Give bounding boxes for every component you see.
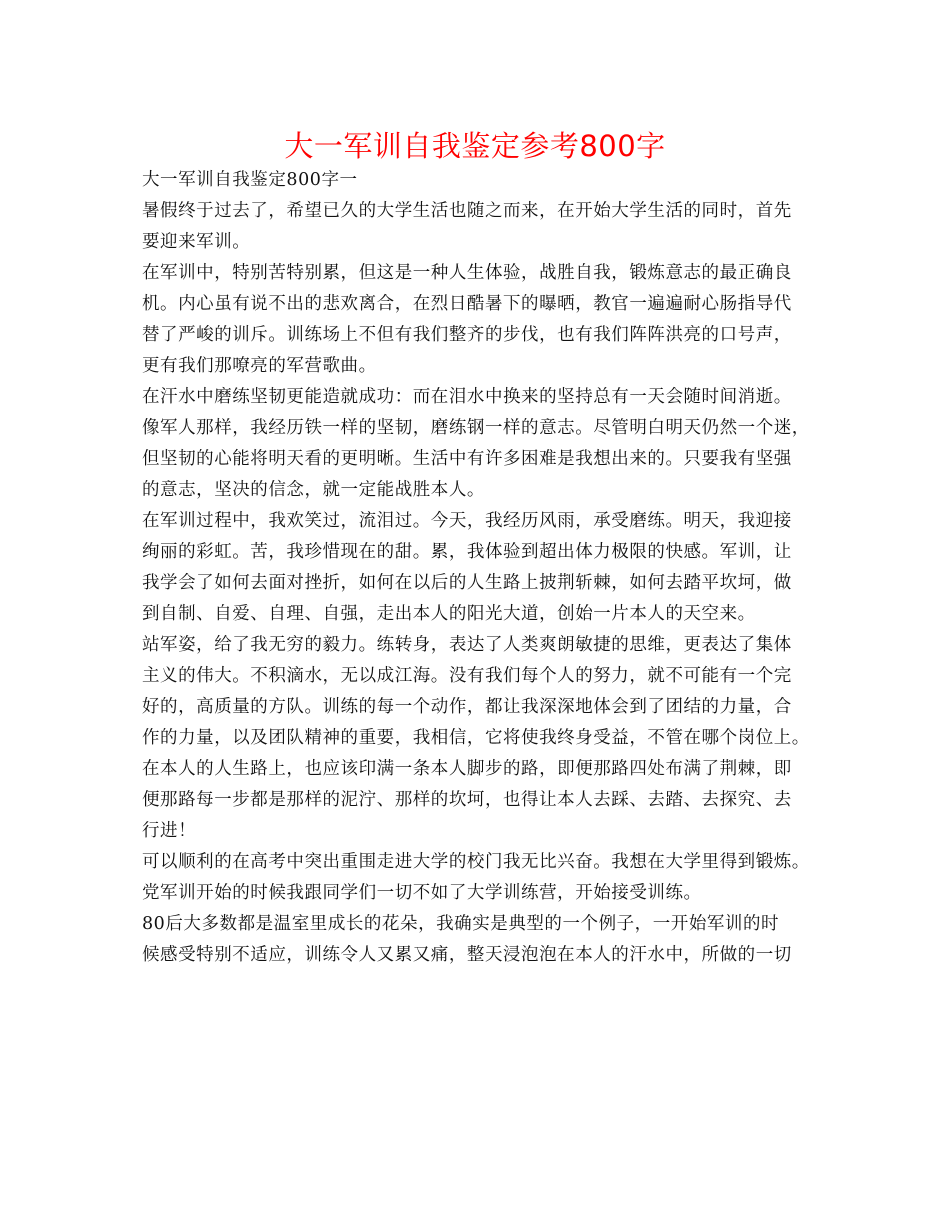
text-line: 绚丽的彩虹。苦，我珍惜现在的甜。累，我体验到超出体力极限的快感。军训，让	[142, 542, 792, 562]
text-line: 我学会了如何去面对挫折，如何在以后的人生路上披荆斩棘，如何去踏平坎坷，做	[142, 573, 792, 593]
text-line: 好的，高质量的方队。训练的每一个动作，都让我深深地体会到了团结的力量，合	[142, 697, 792, 717]
document-body	[142, 165, 832, 971]
text-line: 可以顺利的在高考中突出重围走进大学的校门我无比兴奋。我想在大学里得到锻炼。	[142, 852, 810, 872]
document-title: 大一军训自我鉴定参考800字	[284, 129, 666, 163]
text-line: 站军姿，给了我无穷的毅力。练转身，表达了人类爽朗敏捷的思维，更表达了集体	[142, 635, 792, 655]
text-line: 更有我们那嘹亮的军营歌曲。	[142, 356, 377, 376]
text-line: 在汗水中磨练坚韧更能造就成功：而在泪水中换来的坚持总有一天会随时间消逝。	[142, 387, 792, 407]
text-line: 的意志，坚决的信念，就一定能战胜本人。	[142, 480, 485, 500]
text-line: 主义的伟大。不积滴水，无以成江海。没有我们每个人的努力，就不可能有一个完	[142, 666, 792, 686]
text-line: 在军训过程中，我欢笑过，流泪过。今天，我经历风雨，承受磨练。明天，我迎接	[142, 511, 792, 531]
text-line: 党军训开始的时候我跟同学们一切不如了大学训练营，开始接受训练。	[142, 883, 702, 903]
text-line: 机。内心虽有说不出的悲欢离合，在烈日酷暑下的曝晒，教官一遍遍耐心肠指导代	[142, 294, 792, 314]
text-line: 行进！	[142, 821, 197, 841]
text-line: 到自制、自爱、自理、自强，走出本人的阳光大道，创始一片本人的天空来。	[142, 604, 756, 624]
text-line: 80后大多数都是温室里成长的花朵，我确实是典型的一个例子，一开始军训的时	[142, 914, 780, 934]
text-line: 在本人的人生路上，也应该印满一条本人脚步的路，即便那路四处布满了荆棘，即	[142, 759, 792, 779]
text-line: 候感受特别不适应，训练令人又累又痛，整天浸泡泡在本人的汗水中，所做的一切	[142, 945, 792, 965]
text-line: 便那路每一步都是那样的泥泞、那样的坎坷，也得让本人去踩、去踏、去探究、去	[142, 790, 792, 810]
text-line: 像军人那样，我经历铁一样的坚韧，磨练钢一样的意志。尽管明白明天仍然一个迷，	[142, 418, 810, 438]
text-line: 大一军训自我鉴定800字一	[142, 170, 358, 190]
text-line: 要迎来军训。	[142, 232, 251, 252]
text-line: 在军训中，特别苦特别累，但这是一种人生体验，战胜自我，锻炼意志的最正确良	[142, 263, 792, 283]
text-line: 暑假终于过去了，希望已久的大学生活也随之而来，在开始大学生活的同时，首先	[142, 201, 792, 221]
text-line: 作的力量，以及团队精神的重要，我相信，它将使我终身受益，不管在哪个岗位上。	[142, 728, 810, 748]
text-line: 替了严峻的训斥。训练场上不但有我们整齐的步伐，也有我们阵阵洪亮的口号声，	[142, 325, 792, 345]
text-line: 但坚韧的心能将明天看的更明晰。生活中有许多困难是我想出来的。只要我有坚强	[142, 449, 792, 469]
